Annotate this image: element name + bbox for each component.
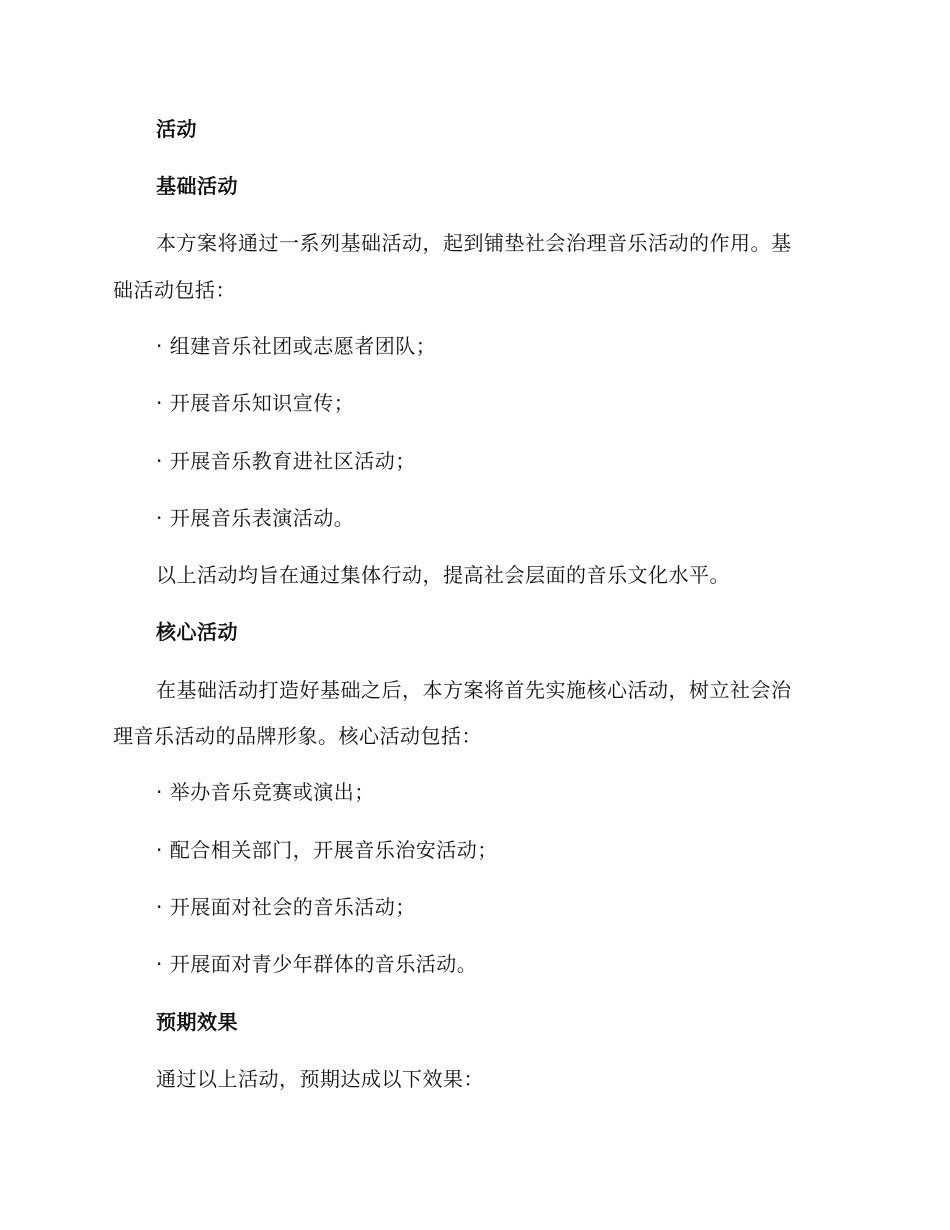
core-list-item: · 配合相关部门，开展音乐治安活动； (156, 838, 498, 862)
core-list-item: · 开展面对青少年群体的音乐活动。 (156, 952, 478, 976)
basic-summary: 以上活动均旨在通过集体行动，提高社会层面的音乐文化水平。 (156, 563, 730, 587)
section-title: 活动 (156, 117, 197, 141)
core-intro-line-1: 在基础活动打造好基础之后，本方案将首先实施核心活动，树立社会治 (156, 678, 792, 702)
basic-intro-line-2: 础活动包括： (113, 278, 236, 302)
basic-activities-heading: 基础活动 (156, 174, 238, 198)
basic-list-item: · 开展音乐教育进社区活动； (156, 449, 416, 473)
basic-intro-line-1: 本方案将通过一系列基础活动，起到铺垫社会治理音乐活动的作用。基 (156, 231, 792, 255)
core-intro-line-2: 理音乐活动的品牌形象。核心活动包括： (113, 724, 482, 748)
basic-list-item: · 开展音乐知识宣传； (156, 391, 355, 415)
core-list-item: · 举办音乐竞赛或演出； (156, 780, 375, 804)
expected-intro: 通过以上活动，预期达成以下效果： (156, 1067, 484, 1091)
basic-list-item: · 组建音乐社团或志愿者团队； (156, 334, 437, 358)
basic-list-item: · 开展音乐表演活动。 (156, 506, 355, 530)
core-list-item: · 开展面对社会的音乐活动； (156, 895, 416, 919)
expected-effects-heading: 预期效果 (156, 1010, 238, 1034)
core-activities-heading: 核心活动 (156, 620, 238, 644)
